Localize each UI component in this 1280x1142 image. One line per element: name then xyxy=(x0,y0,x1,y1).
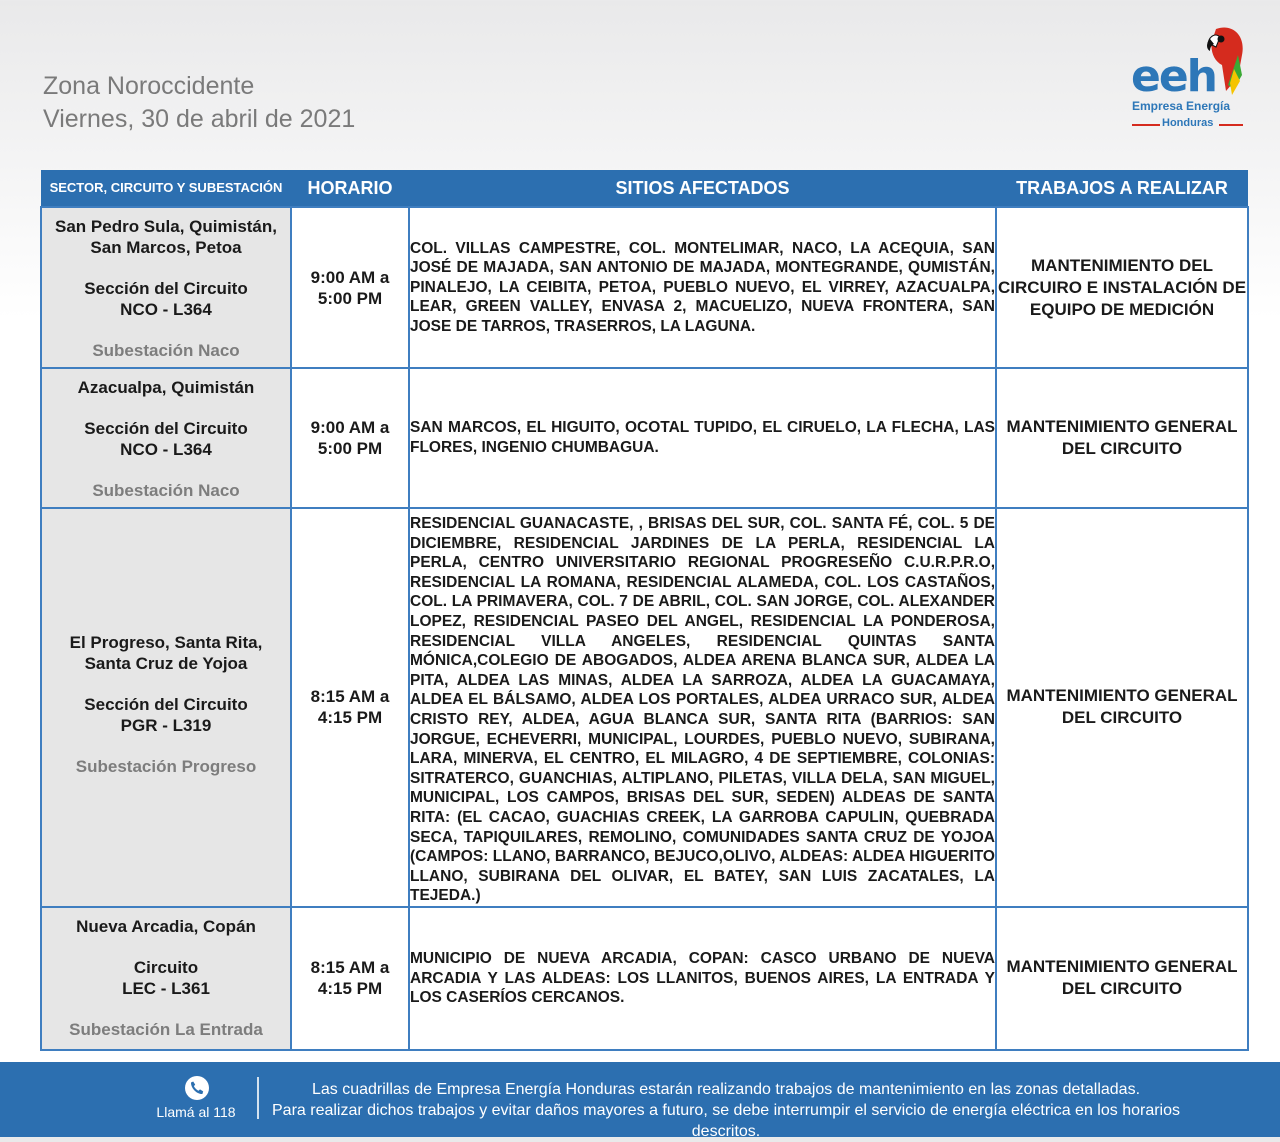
eeh-logo xyxy=(1128,25,1248,135)
footer-line-2: Para realizar dichos trabajos y evitar daños mayores a futuro, se debe interrumpir el servicio de energía eléctrica en los horarios descritos. xyxy=(272,1102,1180,1140)
time-end: 4:15 PM xyxy=(317,708,383,728)
section-label: Sección del Circuito xyxy=(84,279,248,298)
work-cell: MANTENIMIENTO GENERAL DEL CIRCUITO xyxy=(996,907,1248,1050)
location-line-1: San Pedro Sula, Quimistán, xyxy=(55,217,277,236)
column-header-sites: SITIOS AFECTADOS xyxy=(409,170,996,207)
work-cell: MANTENIMIENTO GENERAL DEL CIRCUITO xyxy=(996,368,1248,508)
table-header-row xyxy=(41,170,1248,207)
outage-schedule-table xyxy=(40,170,1249,1051)
footer-line-1: Las cuadrillas de Empresa Energía Honduras estarán realizando trabajos de mantenimiento en las zonas detalladas. xyxy=(311,1081,1141,1098)
schedule-cell xyxy=(291,508,409,907)
time-start: 8:15 AM a xyxy=(310,958,390,978)
sector-cell xyxy=(41,508,291,907)
footer-banner xyxy=(0,1062,1280,1140)
sector-cell xyxy=(41,207,291,368)
time-end: 5:00 PM xyxy=(317,439,383,458)
footer-divider xyxy=(257,1077,259,1119)
circuit-code: LEC - L361 xyxy=(122,978,210,998)
logo-wordmark: eeh xyxy=(1131,51,1217,102)
footer-message xyxy=(268,1079,1184,1142)
schedule-cell xyxy=(291,207,409,368)
table-row xyxy=(41,207,1248,368)
circuit-code: NCO - L364 xyxy=(120,300,212,319)
phone-icon[interactable] xyxy=(185,1076,209,1100)
column-header-work: TRABAJOS A REALIZAR xyxy=(996,170,1248,207)
column-header-sector: SECTOR, CIRCUITO Y SUBESTACIÓN xyxy=(41,170,291,207)
substation-label: Subestación Naco xyxy=(92,341,240,360)
schedule-cell xyxy=(291,368,409,508)
section-label: Sección del Circuito xyxy=(84,694,248,714)
work-cell: MANTENIMIENTO DEL CIRCUIRO E INSTALACIÓN DE EQUIPO DE MEDICIÓN xyxy=(996,207,1248,368)
affected-sites-cell: RESIDENCIAL GUANACASTE, , BRISAS DEL SUR, COL. SANTA FÉ, COL. 5 DE DICIEMBRE, RESIDENCIAL JARDINES DE LA PERLA, RESIDENCIAL LA PERLA, CENTRO UNIVERSITARIO REGIONAL PROGRESEÑO C.U.R.P.R.O, RESIDENCIAL LA ROMANA, RESIDENCIAL ALAMEDA, COL. LOS CASTAÑOS, COL. LA PRIMAVERA, COL. 7 DE ABRIL, COL. SAN JORGE, COL. ALEXANDER LOPEZ, RESIDENCIAL PASEO DEL ANGEL, RESIDENCIAL LA PONDEROSA, RESIDENCIAL VILLA ANGELES, RESIDENCIAL QUINTAS SANTA MÓNICA,COLEGIO DE ABOGADOS, ALDEA ARENA BLANCA SUR, ALDEA LA PITA, ALDEA LAS MINAS, ALDEA LA SARROZA, ALDEA LA GUACAMAYA, ALDEA EL BÁLSAMO, ALDEA LOS PORTALES, ALDEA URRACO SUR, ALDEA CRISTO REY, ALDEA, AGUA BLANCA SUR, SANTA RITA (BARRIOS: SAN JORGUE, ECHEVERRI, MUNICIPAL, LOURDES, PUEBLO NUEVO, SUBIRANA, LARA, MINERVA, EL CENTRO, EL MILAGRO, 4 DE SEPTIEMBRE, COLONIAS: SITRATERCO, GUANCHIAS, ALTIPLANO, PILETAS, VILLA DELA, SAN MIGUEL, MUNICIPAL, LOS CAMPOS, BRISAS DEL SUR, SEDEN) ALDEAS DE SANTA RITA: (EL CACAO, GUACHIAS CREEK, LA GARROBA CAPULIN, QUEBRADA SECA, TAPIQUILARES, REMOLINO, COMUNIDADES SANTA CRUZ DE YOJOA (CAMPOS: LLANO, BARRANCO, BEJUCO,OLIVO, ALDEAS: ALDEA HIGUERITO LLANO, SUBIRANA DEL OLIVAR, EL BATEY, SAN LUIS ZACATALES, LA TEJEDA.) xyxy=(409,508,996,907)
substation-label: Subestación La Entrada xyxy=(69,1019,263,1039)
location-line-1: Azacualpa, Quimistán xyxy=(77,378,255,397)
substation-label: Subestación Naco xyxy=(92,481,240,500)
circuit-code: PGR - L319 xyxy=(120,715,212,735)
time-end: 5:00 PM xyxy=(317,288,383,308)
location-line-2: San Marcos, Petoa xyxy=(90,238,242,257)
zone-title: Zona Noroccidente xyxy=(43,72,255,100)
column-header-schedule: HORARIO xyxy=(291,170,409,207)
affected-sites-cell: COL. VILLAS CAMPESTRE, COL. MONTELIMAR, NACO, LA ACEQUIA, SAN JOSÉ DE MAJADA, SAN ANTONIO DE MAJADA, MONTEGRANDE, QUMISTÁN, PINALEJO, LA CEIBITA, PETOA, PUEBLO NUEVO, EL VIRREY, AZACUALPA, LEAR, GREEN VALLEY, ENVASA 2, MACUELIZO, NUEVA FRONTERA, SAN JOSE DE TARROS, TRASERROS, LA LAGUNA. xyxy=(409,207,996,368)
page-header xyxy=(43,70,355,136)
location-line-2: Santa Cruz de Yojoa xyxy=(84,653,248,673)
section-label: Circuito xyxy=(133,957,199,977)
logo-country: Honduras xyxy=(1162,117,1214,129)
affected-sites-cell: MUNICIPIO DE NUEVA ARCADIA, COPAN: CASCO URBANO DE NUEVA ARCADIA Y LAS ALDEAS: LOS LLANITOS, BUENOS AIRES, LA ENTRADA Y LOS CASERÍOS CERCANOS. xyxy=(409,907,996,1050)
logo-line-left xyxy=(1132,124,1160,126)
table-row xyxy=(41,907,1248,1050)
call-118-label: Llamá al 118 xyxy=(156,1104,236,1120)
time-start: 9:00 AM a xyxy=(310,418,390,437)
schedule-cell xyxy=(291,907,409,1050)
time-end: 4:15 PM xyxy=(317,979,383,999)
circuit-code: NCO - L364 xyxy=(120,440,212,459)
sector-cell xyxy=(41,907,291,1050)
logo-line-right xyxy=(1219,124,1243,126)
affected-sites-cell: SAN MARCOS, EL HIGUITO, OCOTAL TUPIDO, EL CIRUELO, LA FLECHA, LAS FLORES, INGENIO CHUMBAGUA. xyxy=(409,368,996,508)
logo-company-name: Empresa Energía xyxy=(1132,99,1231,113)
location-line-1: El Progreso, Santa Rita, xyxy=(69,632,263,652)
location-line-1: Nueva Arcadia, Copán xyxy=(76,916,256,936)
sector-cell xyxy=(41,368,291,508)
time-start: 8:15 AM a xyxy=(310,687,390,707)
work-cell: MANTENIMIENTO GENERAL DEL CIRCUITO xyxy=(996,508,1248,907)
table-row xyxy=(41,368,1248,508)
section-label: Sección del Circuito xyxy=(84,419,248,438)
date-subtitle: Viernes, 30 de abril de 2021 xyxy=(43,105,356,133)
table-row xyxy=(41,508,1248,907)
substation-label: Subestación Progreso xyxy=(75,756,257,776)
time-start: 9:00 AM a xyxy=(310,267,390,287)
